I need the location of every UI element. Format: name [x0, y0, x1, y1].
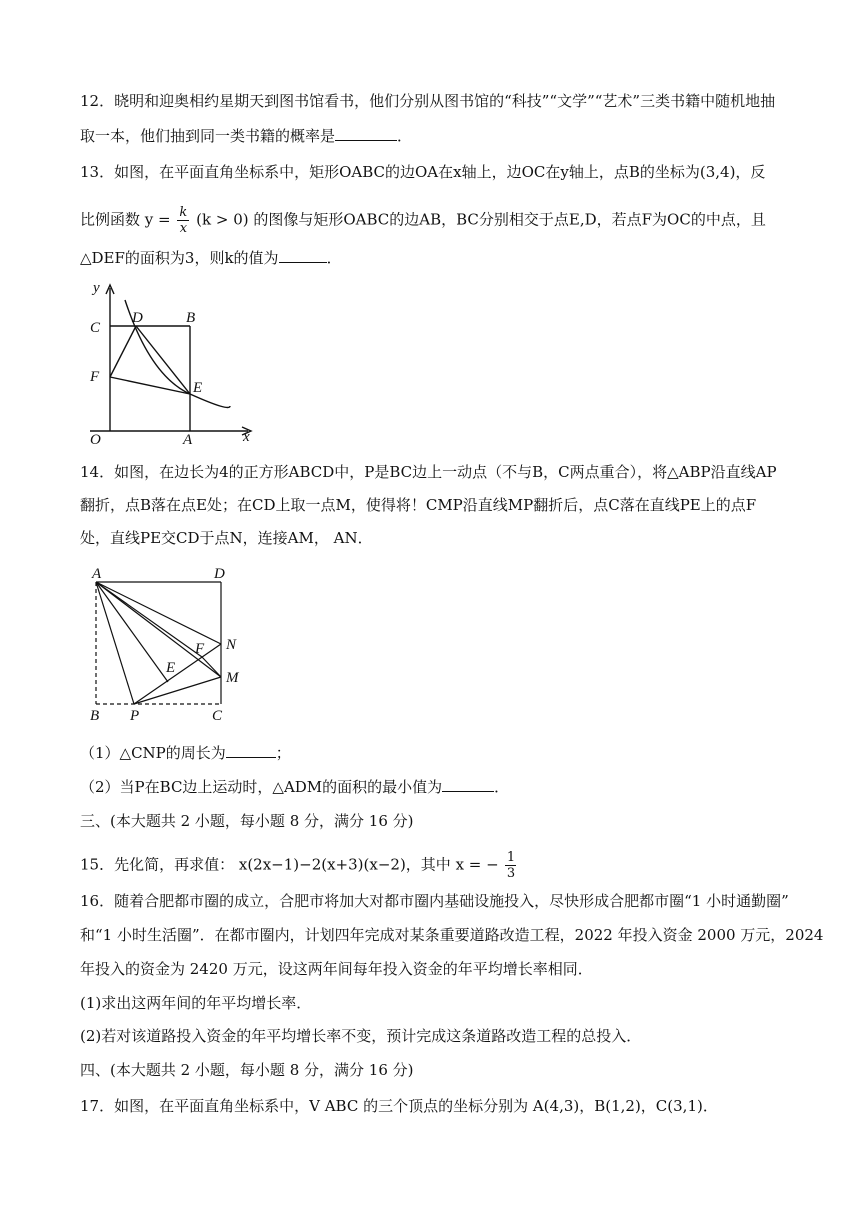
q12-answer-blank: [335, 126, 397, 141]
label-b: B: [186, 310, 196, 326]
q13-line3-text: △DEF的面积为3，则k的值为: [80, 249, 279, 267]
q13-frac-den: x: [179, 221, 188, 236]
label-c: C: [90, 320, 101, 336]
q13-figure: [80, 276, 260, 448]
q15-text: 15．先化简，再求值： x(2x−1)−2(x+3)(x−2)，其中 x = −: [80, 855, 499, 874]
segment-af: [96, 582, 202, 657]
label-f: F: [195, 641, 205, 657]
segment-am: [96, 582, 221, 677]
q15-line: [80, 850, 516, 881]
q13-line2-a: 比例函数 y =: [80, 210, 171, 229]
label-e: E: [166, 660, 176, 676]
q15-frac-num: 1: [506, 850, 516, 865]
q12-line1: 12．晓明和迎奥相约星期天到图书馆看书，他们分别从图书馆的“科技”“文学”“艺术”三类书籍中随机地抽: [80, 92, 776, 110]
q14-line1: 14．如图，在边长为4的正方形ABCD中，P是BC边上一动点（不与B，C两点重合），将△ABP沿直线AP: [80, 463, 777, 481]
label-y: y: [93, 280, 100, 296]
label-a: A: [183, 432, 193, 448]
q14-sub1-text: （1）△CNP的周长为: [80, 744, 226, 762]
label-d: D: [132, 310, 143, 326]
q16-part2: (2)若对该道路投入资金的年平均增长率不变，预计完成这条道路改造工程的总投入．: [80, 1027, 642, 1045]
q14-sub2-blank: [442, 777, 494, 792]
q14-sub2-text: （2）当P在BC边上运动时，△ADM的面积的最小值为: [80, 778, 443, 796]
q13-frac-num: k: [179, 205, 188, 220]
q14-figure: [88, 562, 248, 728]
segment-fm: [202, 657, 221, 677]
q17-line: 17．如图，在平面直角坐标系中，V ABC 的三个顶点的坐标分别为 A(4,3)，B(1,2)，C(3,1)．: [80, 1097, 718, 1115]
label-f: F: [90, 369, 100, 385]
q13-line1: 13．如图，在平面直角坐标系中，矩形OABC的边OA在x轴上，边OC在y轴上，点B的坐标为(3,4)，反: [80, 163, 766, 181]
q15-fraction: [505, 850, 516, 881]
q14-sub1-blank: [226, 743, 276, 758]
label-x: x: [243, 429, 250, 445]
q16-line2: 和“1 小时生活圈”．在都市圈内，计划四年完成对某条重要道路改造工程，2022 年投入资金 2000 万元，2024: [80, 926, 824, 944]
q13-line2: [80, 205, 766, 236]
label-d: D: [214, 566, 225, 582]
section-4-heading: 四、(本大题共 2 小题，每小题 8 分，满分 16 分): [80, 1061, 414, 1079]
q14-line3: 处，直线PE交CD于点N，连接AM， AN．: [80, 529, 373, 547]
q13-line2-b: (k > 0) 的图像与矩形OABC的边AB，BC分别相交于点E,D，若点F为OC的中点，且: [196, 210, 766, 229]
q12-line2-end: ．: [397, 127, 413, 145]
q13-line3-end: ．: [326, 249, 342, 267]
label-a: A: [92, 566, 102, 582]
segment-an: [96, 582, 221, 644]
q14-line2: 翻折，点B落在点E处；在CD上取一点M，使得将！CMP沿直线MP翻折后，点C落在直线PE上的点F: [80, 496, 757, 514]
segment-pm: [134, 677, 221, 704]
q16-line3: 年投入的资金为 2420 万元，设这两年间每年投入资金的年平均增长率相同．: [80, 960, 593, 978]
label-m: M: [226, 670, 239, 686]
q14-sub2: [80, 777, 509, 797]
q15-frac-den: 3: [506, 866, 516, 881]
section-3-heading: 三、(本大题共 2 小题，每小题 8 分，满分 16 分): [80, 812, 414, 830]
segment-ae: [96, 582, 168, 682]
label-e: E: [193, 380, 203, 396]
q12-line2: [80, 126, 412, 146]
q14-sub1-end: ；: [275, 744, 291, 762]
label-n: N: [226, 637, 237, 653]
q13-line3: [80, 248, 342, 268]
label-b: B: [90, 708, 100, 724]
q16-line1: 16．随着合肥都市圈的成立，合肥市将加大对都市圈内基础设施投入，尽快形成合肥都市圈“1 小时通勤圈”: [80, 892, 789, 910]
label-c: C: [212, 708, 223, 724]
segment-fd: [110, 326, 136, 377]
q13-fraction: [177, 205, 189, 236]
q16-part1: (1)求出这两年间的年平均增长率．: [80, 994, 312, 1012]
q14-sub2-end: ．: [494, 778, 510, 796]
label-p: P: [130, 708, 140, 724]
segment-ap: [96, 582, 134, 704]
label-o: O: [90, 432, 101, 448]
q14-sub1: [80, 743, 291, 763]
q13-answer-blank: [279, 248, 327, 263]
q12-line2-text: 取一本，他们抽到同一类书籍的概率是: [80, 127, 336, 145]
